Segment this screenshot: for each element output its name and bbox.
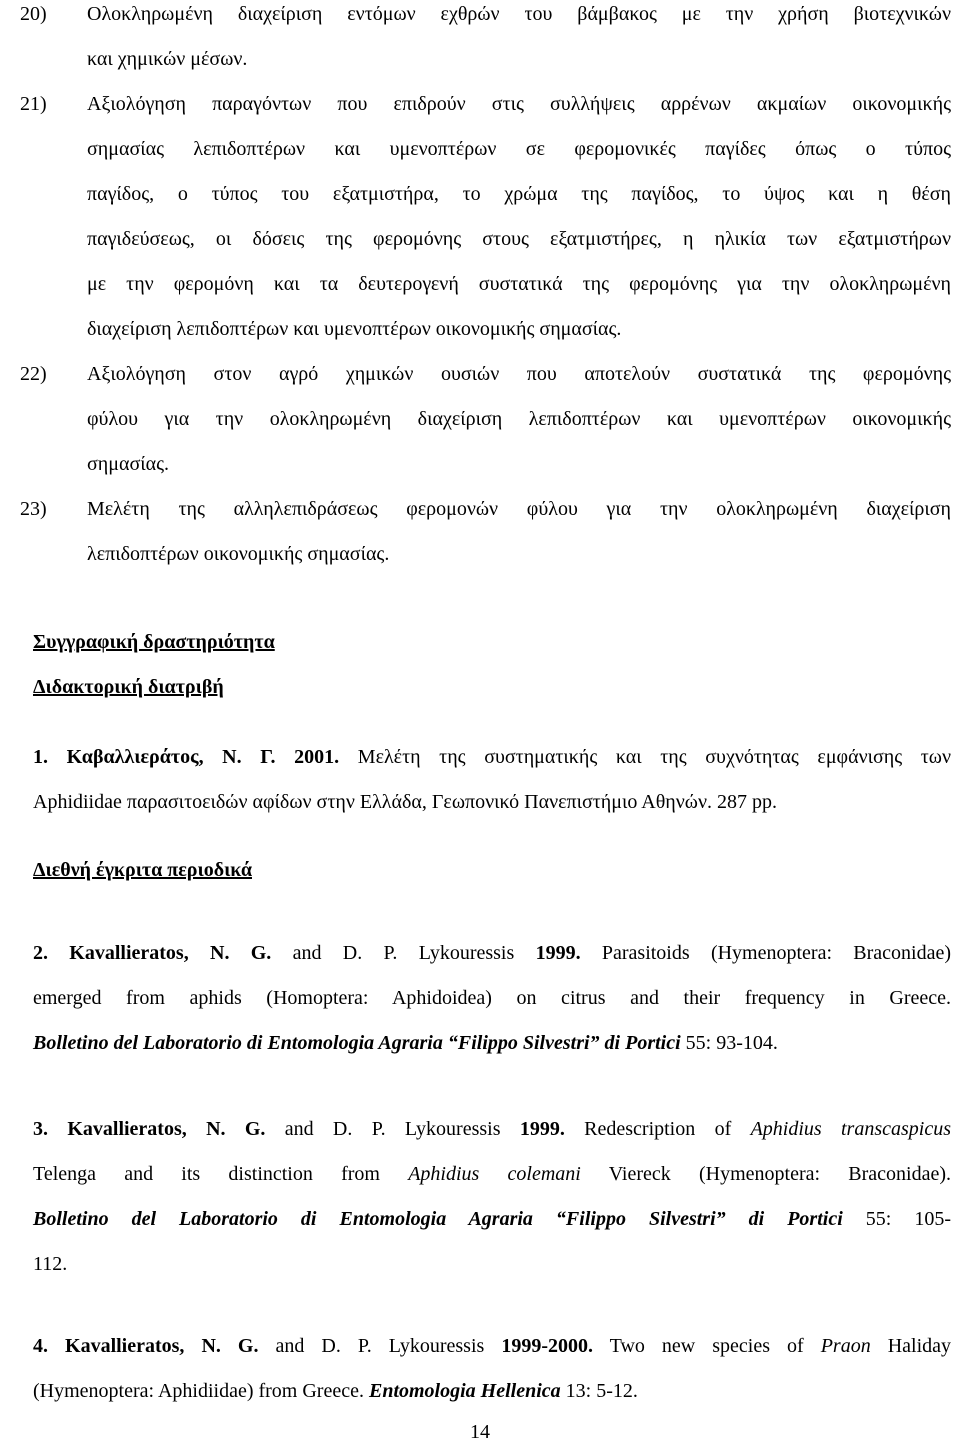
item-number-23: 23) xyxy=(20,498,47,520)
reference-4-line-1 xyxy=(33,1334,951,1358)
reference-2-line-1 xyxy=(33,941,951,965)
item-21-line-5: με την φερομόνη και τα δευτερογενή συστατικά της φερομόνης για την ολοκληρωμένη xyxy=(87,273,951,295)
section-heading-journals: Διεθνή έγκριτα περιοδικά xyxy=(33,859,252,881)
item-23-line-1: Μελέτη της αλληλεπιδράσεως φερομονών φύλου για την ολοκληρωμένη διαχείριση xyxy=(87,498,951,520)
item-number-20: 20) xyxy=(20,3,47,25)
item-22-line-1: Αξιολόγηση στον αγρό χημικών ουσιών που αποτελούν συστατικά της φερομόνης xyxy=(87,363,951,385)
reference-4-year: 1999-2000. xyxy=(501,1335,593,1357)
reference-1-title-start: Μελέτη της συστηματικής και της συχνότητας εμφάνισης των xyxy=(357,746,952,768)
item-21-line-1: Αξιολόγηση παραγόντων που επιδρούν στις συλλήψεις αρρένων ακμαίων οικονομικής xyxy=(87,93,951,115)
reference-4-genus: Praon xyxy=(820,1335,871,1357)
item-number-21: 21) xyxy=(20,93,47,115)
item-number-22: 22) xyxy=(20,363,47,385)
reference-2-title-start: Parasitoids (Hymenoptera: Braconidae) xyxy=(601,942,952,964)
reference-1-author: 1. Καβαλλιεράτος, Ν. Γ. 2001. xyxy=(33,746,340,768)
reference-4-line-2 xyxy=(33,1379,638,1403)
reference-2-line-2: emerged from aphids (Homoptera: Aphidoidea) on citrus and their frequency in Greece. xyxy=(33,987,951,1009)
reference-4-journal: Entomologia Hellenica xyxy=(368,1380,561,1402)
reference-3-species-1: Aphidius transcaspicus xyxy=(750,1118,951,1140)
reference-3-line-1 xyxy=(33,1117,951,1141)
reference-2-author: 2. Kavallieratos, N. G. xyxy=(33,942,272,964)
reference-2-journal: Bolletino del Laboratorio di Entomologia Agraria “Filippo Silvestri” di Portici xyxy=(33,1032,681,1054)
reference-4-genus-author: Haliday xyxy=(887,1335,952,1357)
reference-4-volume: 13: 5-12. xyxy=(565,1380,638,1402)
reference-3-title-end: Viereck (Hymenoptera: Braconidae). xyxy=(608,1163,951,1185)
reference-3-line-2 xyxy=(33,1162,951,1186)
reference-3-volume: 55: 105- xyxy=(865,1208,951,1230)
page-number: 14 xyxy=(470,1421,490,1443)
item-21-line-4: παγιδεύσεως, οι δόσεις της φερομόνης στους εξατμιστήρες, η ηλικία των εξατμιστήρων xyxy=(87,228,951,250)
item-22-line-3: σημασίας. xyxy=(87,453,170,475)
reference-1-line-1 xyxy=(33,745,951,769)
reference-1-line-2: Aphidiidae παρασιτοειδών αφίδων στην Ελλάδα, Γεωπονικό Πανεπιστήμιο Αθηνών. 287 pp. xyxy=(33,791,777,813)
item-23-line-2: λεπιδοπτέρων οικονομικής σημασίας. xyxy=(87,543,390,565)
reference-2-year: 1999. xyxy=(535,942,581,964)
reference-2-line-3 xyxy=(33,1031,778,1055)
item-21-line-3: παγίδος, ο τύπος του εξατμιστήρα, το χρώμα της παγίδος, το ύψος και η θέση xyxy=(87,183,951,205)
reference-3-title-mid: Telenga and its distinction from xyxy=(33,1163,380,1185)
section-heading-writing: Συγγραφική δραστηριότητα xyxy=(33,631,275,653)
reference-3-coauthor: and D. P. Lykouressis xyxy=(284,1118,501,1140)
section-heading-thesis: Διδακτορική διατριβή xyxy=(33,676,224,698)
reference-4-title-start: Two new species of xyxy=(609,1335,804,1357)
item-20-line-1: Ολοκληρωμένη διαχείριση εντόμων εχθρών του βάμβακος με την χρήση βιοτεχνικών xyxy=(87,3,951,25)
reference-2-volume: 55: 93-104. xyxy=(685,1032,778,1054)
item-21-line-2: σημασίας λεπιδοπτέρων και υμενοπτέρων σε φερομονικές παγίδες όπως ο τύπος xyxy=(87,138,951,160)
reference-3-year: 1999. xyxy=(519,1118,565,1140)
reference-3-line-4: 112. xyxy=(33,1253,68,1275)
reference-4-coauthor: and D. P. Lykouressis xyxy=(275,1335,485,1357)
reference-3-journal: Bolletino del Laboratorio di Entomologia Agraria “Filippo Silvestri” di Portici xyxy=(33,1208,843,1230)
reference-4-author: 4. Kavallieratos, N. G. xyxy=(33,1335,259,1357)
reference-4-title-end: (Hymenoptera: Aphidiidae) from Greece. xyxy=(33,1380,364,1402)
reference-3-author: 3. Kavallieratos, N. G. xyxy=(33,1118,266,1140)
item-20-line-2: και χημικών μέσων. xyxy=(87,48,248,70)
reference-2-coauthor: and D. P. Lykouressis xyxy=(292,942,515,964)
reference-3-species-2: Aphidius colemani xyxy=(408,1163,581,1185)
item-22-line-2: φύλου για την ολοκληρωμένη διαχείριση λεπιδοπτέρων και υμενοπτέρων οικονομικής xyxy=(87,408,951,430)
item-21-line-6: διαχείριση λεπιδοπτέρων και υμενοπτέρων οικονομικής σημασίας. xyxy=(87,318,622,340)
reference-3-line-3 xyxy=(33,1207,951,1231)
reference-3-title-start: Redescription of xyxy=(584,1118,732,1140)
